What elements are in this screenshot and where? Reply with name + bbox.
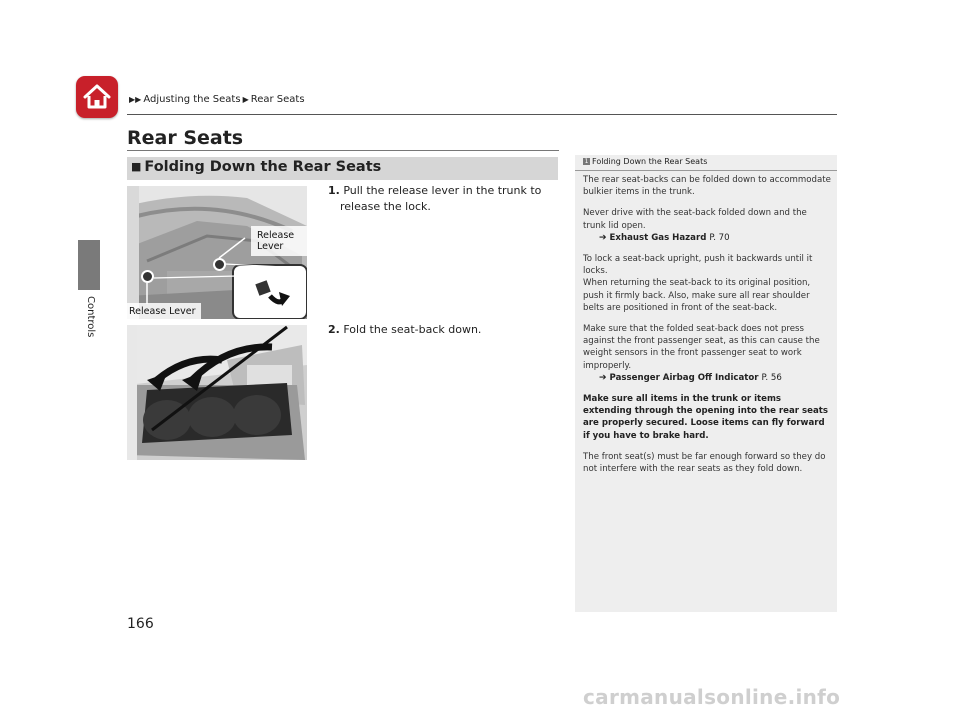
note-heading: 1 Folding Down the Rear Seats: [584, 157, 708, 166]
note-paragraph: The rear seat-backs can be folded down to accommodate bulkier items in the trunk.: [583, 175, 831, 198]
release-lever-label-right: Release Lever: [257, 230, 295, 252]
step-number: 2.: [328, 323, 340, 336]
reference-arrow-icon: ➔: [599, 372, 607, 383]
step-number: 1.: [328, 184, 340, 197]
note-warning: Make sure all items in the trunk or items extending through the opening into the rear seats are properly secured. Loose items can fly forward if you have to brake hard.: [583, 394, 828, 441]
reference-arrow-icon: ➔: [599, 232, 607, 243]
step-2: [328, 322, 558, 338]
home-button[interactable]: [76, 76, 118, 118]
note-paragraph: When returning the seat-back to its original position, push it firmly back. Also, make sure all rear shoulder belts are positioned in front of the seat-back.: [583, 278, 811, 313]
title-divider: [127, 150, 559, 151]
breadcrumb-arrow-icon: ▶: [242, 95, 249, 104]
breadcrumb: [127, 94, 305, 105]
home-icon: [76, 76, 118, 118]
page-number: 166: [127, 616, 154, 632]
header-divider: [127, 114, 837, 115]
note-marker-icon: 1: [584, 158, 589, 165]
breadcrumb-item-adjusting-seats[interactable]: Adjusting the Seats: [143, 94, 241, 105]
chapter-label: Controls: [85, 296, 96, 338]
chapter-tab: [78, 240, 100, 290]
note-divider: [575, 170, 837, 171]
note-paragraph: Never drive with the seat-back folded down and the trunk lid open.: [583, 208, 807, 231]
watermark: carmanualsonline.info: [583, 685, 841, 709]
breadcrumb-arrow-icon: ▶▶: [129, 95, 142, 104]
square-bullet-icon: ■: [131, 160, 142, 173]
page-title: Rear Seats: [127, 127, 244, 149]
step-text: Fold the seat-back down.: [343, 323, 482, 336]
step-1: [328, 183, 570, 215]
step-text: Pull the release lever in the trunk to release the lock.: [340, 184, 542, 213]
release-lever-label-left: Release Lever: [129, 306, 196, 317]
cross-reference-airbag[interactable]: ➔ Passenger Airbag Off Indicator P. 56: [599, 372, 782, 383]
figure-trunk-release-lever: [127, 186, 307, 319]
note-paragraph: To lock a seat-back upright, push it backwards until it locks.: [583, 254, 813, 277]
seat-fold-illustration: [127, 325, 307, 460]
note-paragraph: Make sure that the folded seat-back does not press against the front passenger seat, as this can cause the weight sensors in the front passenger seat to work improperly.: [583, 324, 820, 371]
figure-fold-seatback: [127, 325, 307, 460]
section-heading: ■ Folding Down the Rear Seats: [131, 159, 382, 175]
breadcrumb-item-rear-seats[interactable]: Rear Seats: [250, 94, 305, 105]
cross-reference-exhaust[interactable]: ➔ Exhaust Gas Hazard P. 70: [599, 232, 730, 243]
note-paragraph: The front seat(s) must be far enough forward so they do not interfere with the rear seats as they fold down.: [583, 451, 826, 475]
note-body: [583, 174, 831, 475]
